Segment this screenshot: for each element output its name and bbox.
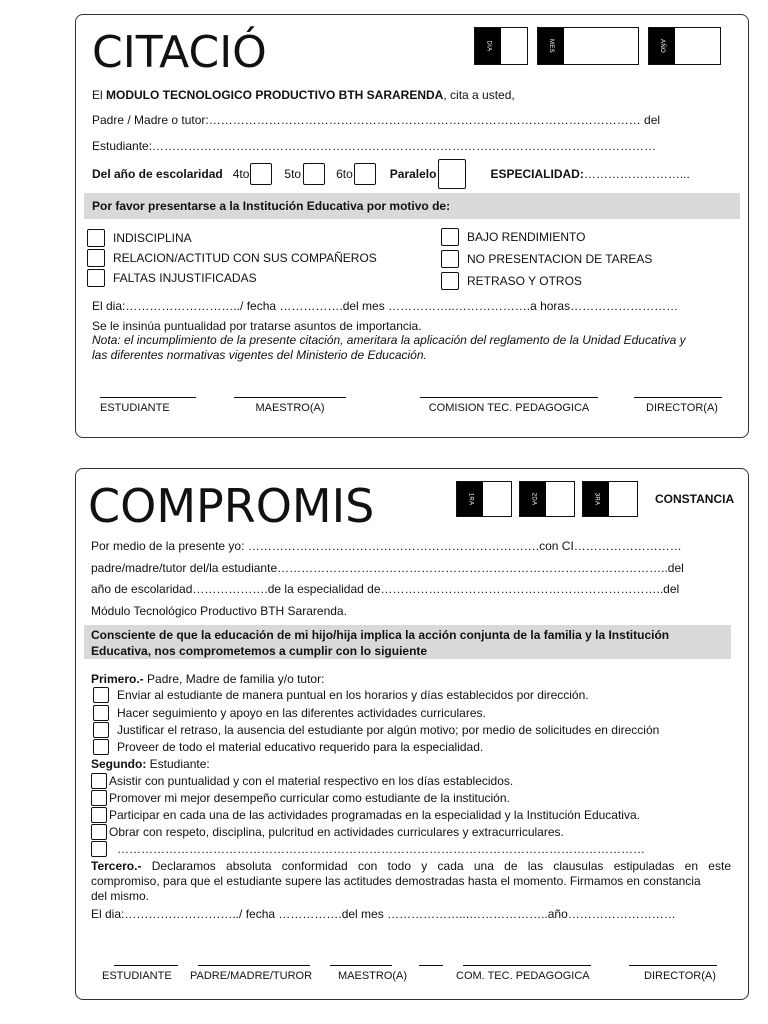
- checkbox[interactable]: [91, 807, 107, 823]
- option-retraso[interactable]: RETRASO Y OTROS: [441, 272, 582, 290]
- option-faltas[interactable]: FALTAS INJUSTIFICADAS: [87, 269, 257, 287]
- dia-line-compromiso[interactable]: El dia:………………………../ fecha …………….del mes ………………...………………..año………………………: [91, 907, 676, 921]
- option-4to-label: 4to: [232, 167, 250, 181]
- date-field-anio[interactable]: [648, 27, 721, 65]
- segundo-item-1[interactable]: Asistir con puntualidad y con el material respectivo en los días establecidos.: [91, 773, 513, 789]
- signature-line-extra: [419, 965, 443, 966]
- signature-label-maestro: MAESTRO(A): [338, 970, 408, 982]
- signature-line-estudiante: [100, 397, 196, 398]
- signature-label-maestro: MAESTRO(A): [255, 402, 325, 414]
- segundo-heading: Segundo: Estudiante:: [91, 757, 210, 771]
- option-6to-label: 6to: [336, 167, 353, 181]
- signature-line-estudiante: [114, 965, 178, 966]
- segundo-item-4[interactable]: Obrar con respeto, disciplina, pulcritud en actividades curriculares y extracurriculares.: [91, 824, 564, 840]
- instance-label-1ra: 1RA: [466, 492, 473, 506]
- checkbox[interactable]: [441, 272, 459, 290]
- signature-label-comision: COMISION TEC. PEDAGOGICA: [428, 402, 590, 414]
- signature-label-padre: PADRE/MADRE/TUROR: [190, 970, 313, 982]
- anio-label: Del año de escolaridad: [92, 167, 223, 181]
- checkbox[interactable]: [87, 269, 105, 287]
- dia-line[interactable]: El dia:………………………../ fecha …………….del mes ……………..……………….a horas………………………: [92, 299, 679, 313]
- padre-estudiante-line[interactable]: padre/madre/tutor del/la estudiante……………………………………………………………………………………..del: [91, 561, 684, 575]
- checkbox[interactable]: [441, 250, 459, 268]
- signature-label-estudiante: ESTUDIANTE: [102, 970, 172, 982]
- checkbox[interactable]: [93, 705, 109, 721]
- signature-line-director: [629, 965, 717, 966]
- checkbox-6to[interactable]: [354, 163, 376, 185]
- date-field-mes[interactable]: [537, 27, 639, 65]
- segundo-item-3[interactable]: Participar en cada una de las actividades programadas en la especialidad y la Institución Educativa.: [91, 807, 640, 823]
- medio-line[interactable]: Por medio de la presente yo: ……………………………………………………………….con CI………………………: [91, 539, 682, 553]
- instance-label-2da: 2DA: [529, 492, 536, 506]
- signature-line-maestro: [330, 965, 392, 966]
- option-indisciplina[interactable]: INDISCIPLINA: [87, 229, 192, 247]
- checkbox[interactable]: [87, 249, 105, 267]
- signature-line-com-tec: [463, 965, 591, 966]
- checkbox[interactable]: [93, 687, 109, 703]
- signature-line-comision: [420, 397, 598, 398]
- checkbox[interactable]: [91, 824, 107, 840]
- anio-especialidad-line[interactable]: año de escolaridad……………….de la especialidad de……………………………………………………………..del: [91, 582, 680, 596]
- checkbox[interactable]: [441, 228, 459, 246]
- signature-line-padre: [198, 965, 310, 966]
- checkbox[interactable]: [93, 739, 109, 755]
- primero-heading: Primero.- Padre, Madre de familia y/o tutor:: [91, 672, 325, 686]
- modulo-line: Módulo Tecnológico Productivo BTH Sararenda.: [91, 604, 347, 618]
- checkbox[interactable]: [87, 229, 105, 247]
- insinua-text: Se le insinúa puntualidad por tratarse asuntos de importancia.: [92, 319, 422, 333]
- checkbox[interactable]: [91, 790, 107, 806]
- especialidad-field[interactable]: ……………………...: [583, 167, 690, 181]
- consciente-text-1: Consciente de que la educación de mi hijo/hija implica la acción conjunta de la familia y la Institución: [91, 628, 670, 642]
- instance-field-3ra[interactable]: [582, 481, 638, 517]
- signature-label-director: DIRECTOR(A): [646, 402, 718, 414]
- tercero-paragraph: Tercero.- Declaramos absoluta conformidad con todo y cada una de las clausulas estipuladas en este compromiso, para que el estudiante supere las actitudes demostradas hasta el momento. Firmamos en constancia del mismo.: [91, 859, 731, 903]
- instance-label-3ra: 3RA: [592, 492, 599, 506]
- constancia-label: CONSTANCIA: [655, 492, 735, 506]
- estudiante-line[interactable]: Estudiante:………………………………………………………………………………………………………………: [92, 139, 657, 153]
- checkbox[interactable]: [91, 841, 107, 857]
- signature-label-director: DIRECTOR(A): [644, 970, 716, 982]
- nota-text-1: Nota: el incumplimiento de la presente citación, ameritara la aplicación del reglamento de la Unidad Educativa y: [92, 333, 686, 347]
- escolaridad-row: [92, 160, 690, 188]
- instance-field-2da[interactable]: [519, 481, 575, 517]
- option-bajo-rendimiento[interactable]: BAJO RENDIMIENTO: [441, 228, 585, 246]
- date-label-dia: DIA: [485, 40, 491, 52]
- motivo-heading: Por favor presentarse a la Institución Educativa por motivo de:: [92, 199, 451, 213]
- checkbox-4to[interactable]: [250, 163, 272, 185]
- segundo-item-2[interactable]: Promover mi mejor desempeño curricular como estudiante de la institución.: [91, 790, 510, 806]
- checkbox-5to[interactable]: [303, 163, 325, 185]
- school-name: MODULO TECNOLOGICO PRODUCTIVO BTH SARARENDA: [106, 88, 444, 102]
- segundo-item-5[interactable]: ……………………………………………………………………………………………………………………: [91, 841, 645, 857]
- signature-label-com-tec: COM. TEC. PEDAGOGICA: [456, 970, 590, 982]
- option-no-presentacion[interactable]: NO PRESENTACION DE TAREAS: [441, 250, 652, 268]
- option-5to-label: 5to: [284, 167, 302, 181]
- instance-field-1ra[interactable]: [456, 481, 512, 517]
- padre-line[interactable]: Padre / Madre o tutor:……………………………………………………………………………………………… del: [92, 113, 661, 127]
- signature-line-maestro: [234, 397, 346, 398]
- primero-item-2[interactable]: Hacer seguimiento y apoyo en las diferentes actividades curriculares.: [93, 705, 486, 721]
- compromiso-form: [75, 468, 749, 1000]
- date-label-anio: AÑO: [659, 39, 665, 53]
- option-relacion[interactable]: RELACION/ACTITUD CON SUS COMPAÑEROS: [87, 249, 377, 267]
- nota-text-2: las diferentes normativas vigentes del Ministerio de Educación.: [92, 348, 427, 362]
- paralelo-label: Paralelo: [389, 167, 437, 181]
- compromiso-title: COMPROMIS: [88, 479, 375, 533]
- signature-label-estudiante: ESTUDIANTE: [100, 402, 170, 414]
- signature-line-director: [634, 397, 722, 398]
- intro-text: El MODULO TECNOLOGICO PRODUCTIVO BTH SARARENDA, cita a usted,: [92, 88, 515, 102]
- especialidad-label: ESPECIALIDAD:: [490, 167, 584, 181]
- checkbox[interactable]: [93, 722, 109, 738]
- consciente-text-2: Educativa, nos comprometemos a cumplir con lo siguiente: [91, 644, 428, 658]
- citacion-form: [75, 14, 749, 438]
- citacion-title: CITACIÓ: [92, 27, 267, 78]
- date-label-mes: MES: [548, 39, 554, 53]
- primero-item-3[interactable]: Justificar el retraso, la ausencia del estudiante por algún motivo; por medio de solicitudes en dirección: [93, 722, 659, 738]
- primero-item-1[interactable]: Enviar al estudiante de manera puntual en los horarios y días establecidos por dirección.: [93, 687, 589, 703]
- date-field-dia[interactable]: [474, 27, 528, 65]
- checkbox[interactable]: [91, 773, 107, 789]
- primero-item-4[interactable]: Proveer de todo el material educativo requerido para la especialidad.: [93, 739, 483, 755]
- paralelo-field[interactable]: [438, 159, 466, 189]
